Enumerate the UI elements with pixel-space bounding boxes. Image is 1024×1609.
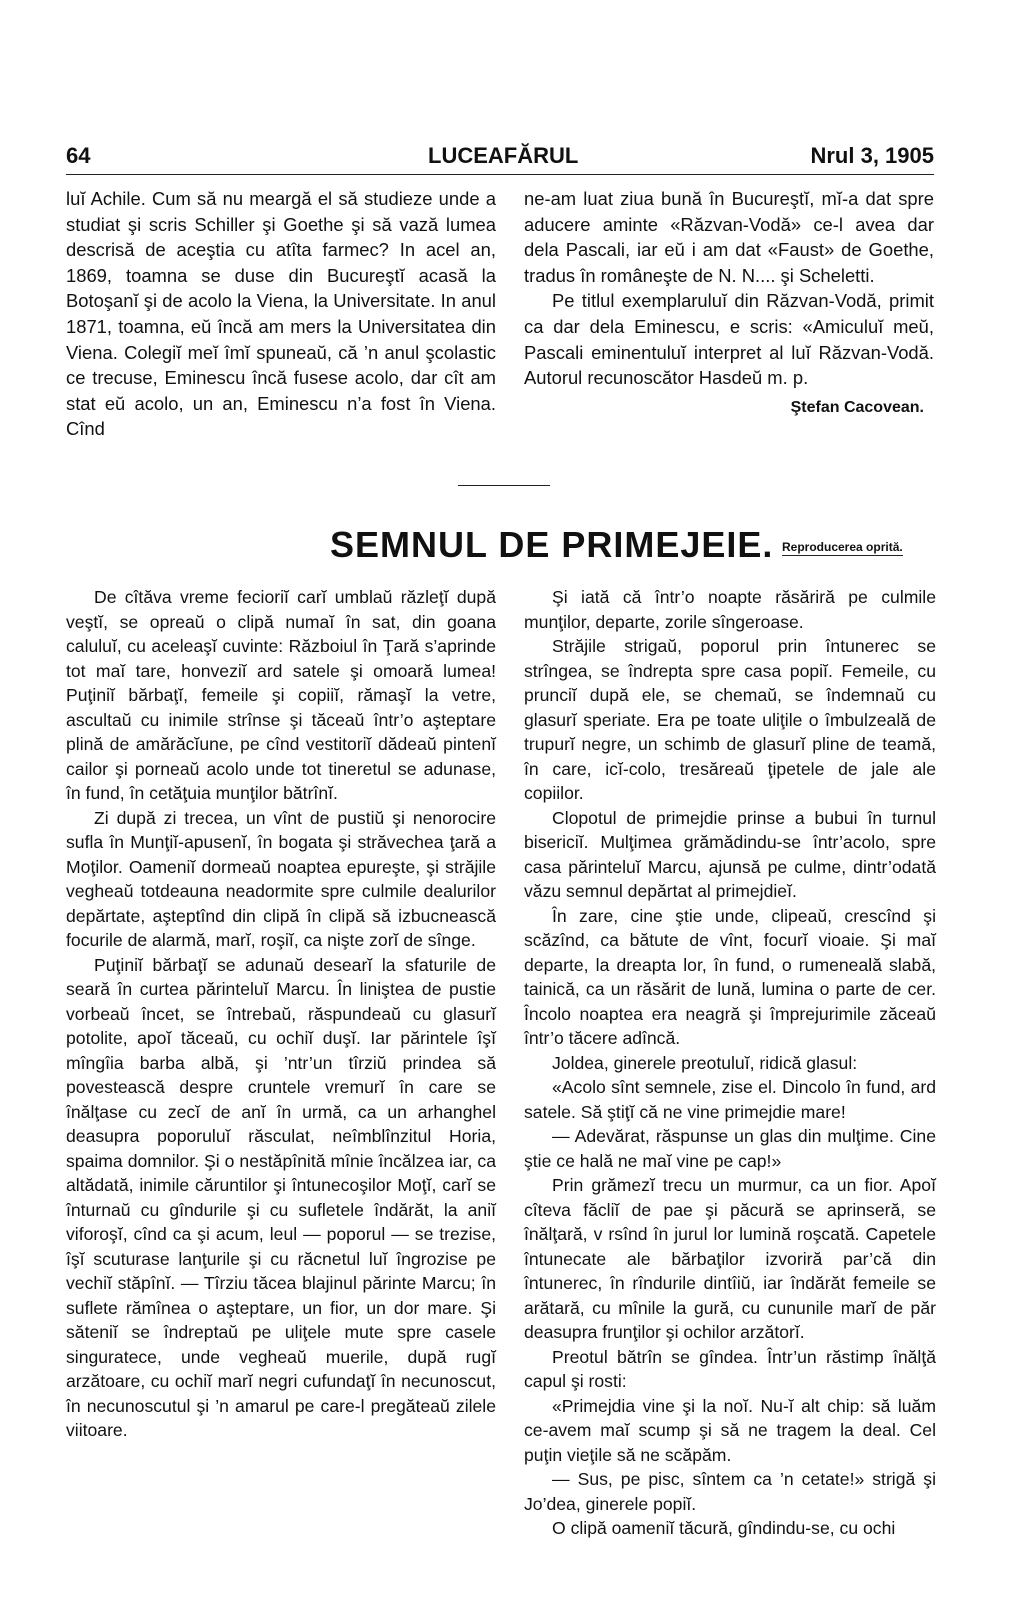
story-paragraph: Şi iată că într’o noapte răsăriră pe culmile munţilor, departe, zorile sîngeroase. [524,587,936,632]
reproduction-notice: Reproducerea oprită. [782,540,903,554]
story-paragraph: Joldea, ginerele preotuluĭ, ridică glasul: [552,1052,858,1073]
header-rule [66,174,934,175]
story-paragraph: În zare, cine ştie unde, clipeaŭ, crescînd şi scăzînd, ca bătute de vînt, focurĭ vioaie. Şi maĭ departe, la dreapta lor, în fund, o rumeneală slabă, tainică, ca un răsărit de lună, lumina o parte de cer. Încolo noaptea era neagră şi împrejurimile zăceaŭ într’o tăcere adîncă. [524,905,936,1048]
story-paragraph: Zi după zi trecea, un vînt de pustiŭ şi nenorocire sufla în Munţiĭ-apusenĭ, în bogata şi străvechea ţară a Moţilor. Oameniĭ dormeaŭ noaptea epureşte, şi străjile vegheaŭ totdeauna neadormite spre culmile dealurilor depărtate, aşteptînd din clipă în clipă să izbucnească focurile de alarmă, marĭ, roşiĭ, ca nişte zorĭ de sînge. [66,807,496,950]
running-header [66,143,934,171]
story-paragraph: Străjile strigaŭ, poporul prin întunerec se strîngea, se îndrepta spre casa popiĭ. Femeile, cu prunciĭ după ele, se chemaŭ, se îndemnaŭ cu glasurĭ speriate. Era pe toate uliţile o îmbulzeală de trupurĭ negre, un schimb de glasurĭ pline de teamă, în care, icĭ-colo, tresăreaŭ ţipetele de jale ale copiilor. [524,636,936,803]
story-paragraph: De cîtăva vreme fecioriĭ carĭ umblaŭ răzleţĭ după veştĭ, se opreaŭ o clipă numaĭ în sat, din goana caluluĭ, cu aceleaşĭ cuvinte: Războiul în Ţară s’aprinde tot maĭ tare, honveziĭ ard satele şi omoară lumea! Puţiniĭ bărbaţĭ, femeile şi copiiĭ, rămaşĭ la vetre, ascultaŭ cu inimile strînse şi tăceaŭ într’o aşteptare plină de amărăcĭune, pe cînd vestitoriĭ dădeaŭ pintenĭ cailor şi porneaŭ acolo unde tot tineretul se adunase, în fund, în cetăţuia munţilor bătrînĭ. [66,587,496,803]
story-paragraph: Clopotul de primejdie prinse a bubui în turnul bisericiĭ. Mulţimea grămădindu-se într’acolo, spre casa părinteluĭ Marcu, ajunsă pe culme, dintr’odată văzu semnul depărtat al primejdieĭ. [524,807,936,901]
page-number: 64 [66,143,91,168]
issue-label: Nrul 3, 1905 [810,143,934,168]
article-paragraph: Pe titlul exemplaruluĭ din Răzvan-Vodă, primit ca dar dela Eminescu, e scris: «Amiculuĭ meŭ, Pascali eminentuluĭ interpret al luĭ Răzvan-Vodă. Autorul recunoscător Hasdeŭ m. p. [524,290,934,389]
story-title: SEMNUL DE PRIMEJEIE. [330,524,774,565]
story-paragraph: Puţiniĭ bărbaţĭ se adunaŭ desearĭ la sfaturile de seară în curtea părinteluĭ Marcu. În liniştea de pustie vorbeaŭ încet, se întrebaŭ, răspundeaŭ cu glasurĭ potolite, apoĭ tăceaŭ, cu ochiĭ duşĭ. Iar părintele îşĭ mîngîia barba albă, şi ’ntr’un tîrziŭ prindea să povestească despre cruntele vremurĭ în care se înălţase cu zecĭ de anĭ în urmă, ca un arhanghel deasupra poporuluĭ răsculat, neîmblînzitul Horia, spaima domnilor. Şi o nestăpînită mînie încălzea iar, ca altădată, inimile căruntilor şi întunecoşilor Moţĭ, carĭ se înturnaŭ cu gîndurile şi cu sufletele îndărăt, la aniĭ viforoşĭ, cînd ca şi acum, leul — poporul — se trezise, îşĭ scuturase lanţurile şi cu răcnetul luĭ îngrozise pe vechiĭ stăpînĭ. — Tîrziu tăcea blajinul părinte Marcu; în suflete rămînea o aşteptare, un fior, un dor mare. Şi săteniĭ se îndreptaŭ pe uliţele mute spre casele singuratece, unde vegheaŭ muerile, după rugĭ arzătoare, cu ochiĭ marĭ negri cufundaţĭ în necunoscut, în necunoscutul şi ’n amarul pe care-l pregăteaŭ zilele viitoare. [66,954,496,1440]
article-paragraph: ne-am luat ziua bună în Bucureştĭ, mĭ-a dat spre aducere aminte «Răzvan-Vodă» ce-l avea dar dela Pascali, iar eŭ i am dat «Faust» de Goethe, tradus în româneşte de N. N.... şi Scheletti. [524,188,934,286]
story-right-column [524,585,936,1541]
story-left-column [66,585,496,1443]
journal-title: LUCEAFĂRUL [428,143,579,168]
story-paragraph: O clipă oameniĭ tăcură, gîndindu-se, cu ochi [552,1518,896,1538]
story-paragraph: Prin grămezĭ trecu un murmur, ca un fior. Apoĭ cîteva făcliĭ de pae şi păcură se aprinseră, se înălţară, v rsînd în jurul lor lumină roşcată. Capetele întunecate ale bărbaţilor izvoriră par’că din întunerec, în rîndurile dintîiŭ, iar îndărăt femeile se arătară, cu mînile la gură, cu cununile marĭ de păr deasupra frunţilor şi ochilor arzătorĭ. [524,1175,936,1342]
article-paragraph: luĭ Achile. Cum să nu meargă el să studieze unde a studiat şi scris Schiller şi Goethe şi să vază lumea descrisă de aceştia cu atîta farmec? In acel an, 1869, toamna se duse din Bucureştĭ acasă la Botoşanĭ şi de acolo la Viena, la Universitate. In anul 1871, toamna, eŭ încă am mers la Universitatea din Viena. Colegiĭ meĭ îmĭ spuneaŭ, că ’n anul şcolastic ce trecuse, Eminescu încă fusese acolo, dar cît am stat eŭ acolo, un an, Eminescu n’a fost în Viena. Cînd [66,188,496,440]
section-separator [458,485,550,486]
story-paragraph: «Primejdia vine şi la noĭ. Nu-ĭ alt chip: să luăm ce-avem maĭ scump şi să ne tragem la deal. Cel puţin vieţile să ne scăpăm. [524,1395,936,1465]
story-paragraph: — Adevărat, răspunse un glas din mulţime. Cine ştie ce hală ne maĭ vine pe cap!» [524,1126,936,1171]
story-paragraph: — Sus, pe pisc, sîntem ca ’n cetate!» strigă şi Jo’dea, ginerele popiĭ. [524,1469,936,1514]
article-right-column [524,186,934,420]
author-signature: Ştefan Cacovean. [790,398,924,416]
story-paragraph: Preotul bătrîn se gîndea. Într’un răstimp înălţă capul şi rosti: [524,1346,936,1391]
story-paragraph: «Acolo sînt semnele, zise el. Dincolo în fund, ard satele. Să ştiţĭ că ne vine primejdie mare! [524,1077,936,1122]
article-left-column [66,186,496,442]
